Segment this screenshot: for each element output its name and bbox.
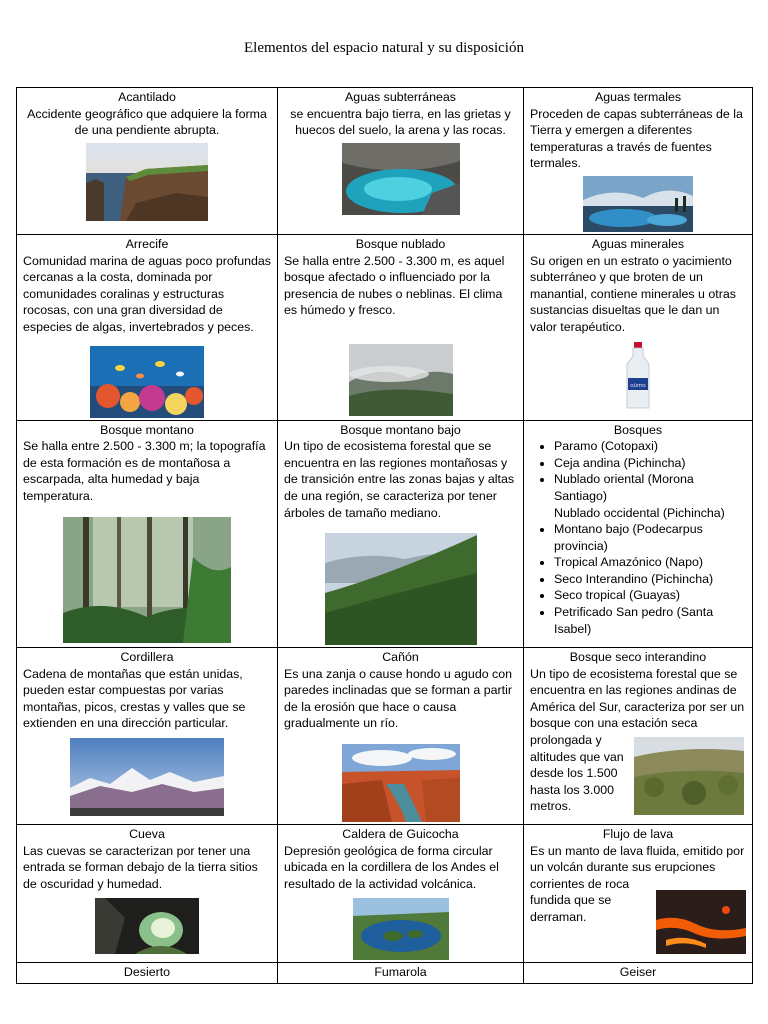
cell-heading: Bosques	[613, 422, 663, 437]
cell-description: Proceden de capas subterráneas de la Tierra y emergen a diferentes temperaturas a través de fuentes termales.	[530, 106, 743, 171]
mountain-range-photo	[70, 738, 224, 816]
lava-flow-photo	[656, 890, 746, 954]
cell-description: Es un manto de lava fluida, emitido por un volcán durante sus erupciones corrientes de roca	[530, 843, 745, 891]
list-item: • Paramo (Cotopaxi)	[554, 438, 746, 455]
cell-description: Es una zanja o cause hondo u agudo con paredes inclinadas que se forman a partir de la erosión que hace o causa gradualmente un río.	[284, 666, 513, 731]
montane-forest-photo	[63, 517, 231, 643]
cell-description: Un tipo de ecosistema forestal que se encuentra en las regiones montañosas y de transición entre las zonas bajas y altas de una región, se caracteriza por tener árboles de tamaño mediano.	[284, 439, 515, 520]
cell-bosque-seco	[524, 648, 753, 825]
cell-cueva	[17, 825, 278, 963]
cell-cordillera	[17, 648, 278, 825]
list-item: • Nublado oriental (Morona Santiago)	[554, 471, 746, 504]
cell-description: Se halla entre 2.500 - 3.300 m; la topografía de esta formación es de montañosa a escarpada, alta humedad y baja temperatura.	[23, 439, 266, 503]
cell-heading: Aguas subterráneas	[345, 90, 456, 104]
cell-bosques	[524, 420, 753, 648]
cell-canon	[278, 648, 524, 825]
cell-heading: Cordillera	[120, 650, 174, 665]
cave-photo	[95, 898, 199, 954]
cell-heading: Caldera de Guicocha	[342, 827, 459, 842]
cell-description: Comunidad marina de aguas poco profundas cercanas a la costa, dominada por comunidades coralinas y estructuras rocosas, con una gran diversidad de especies de algas, invertebrados y peces.	[23, 253, 271, 334]
cell-description: Cadena de montañas que están unidas, pueden estar compuestas por varias montañas, picos, crestas y valles que se extienden en una dirección particular.	[23, 666, 246, 731]
cell-caldera	[278, 825, 524, 963]
cell-heading: Desierto	[123, 965, 171, 980]
cliff-photo	[86, 143, 208, 221]
cell-heading: Aguas termales	[594, 90, 682, 104]
canyon-photo	[342, 744, 460, 822]
cell-heading: Flujo de lava	[602, 827, 674, 842]
list-item: • Seco Interandino (Pichincha)	[554, 571, 746, 588]
cell-description: Accidente geográfico que adquiere la forma de una pendiente abrupta.	[27, 106, 267, 138]
list-item: • Petrificado San pedro (Santa Isabel)	[554, 604, 746, 637]
cell-aguas-minerales	[524, 234, 753, 420]
cell-fumarola	[278, 963, 524, 984]
cell-description-continued: prolongada y altitudes que van desde los 1.500 hasta los 3.000 metros.	[530, 733, 624, 814]
cell-heading: Arrecife	[125, 236, 169, 251]
cell-description: Su origen en un estrato o yacimiento subterráneo y que broten de un manantial, contiene minerales u otras sustancias disueltas que le dan un valor terapéutico.	[530, 253, 736, 334]
cell-heading: Geiser	[619, 965, 657, 980]
cell-heading: Bosque montano bajo	[340, 422, 461, 437]
bottle-label: GÜITIG	[630, 382, 646, 388]
forest-list-continued	[530, 521, 746, 637]
cloud-forest-photo	[349, 344, 453, 416]
cell-arrecife	[17, 234, 278, 420]
cell-heading: Acantilado	[118, 90, 176, 104]
low-montane-forest-photo	[325, 533, 477, 645]
elements-table	[16, 87, 753, 984]
underground-water-photo	[342, 143, 460, 215]
caldera-lake-photo	[353, 898, 449, 960]
cell-heading: Cueva	[129, 827, 165, 842]
cell-heading: Cañón	[382, 650, 419, 665]
list-subline: Nublado occidental (Pichincha)	[554, 505, 725, 520]
cell-bosque-montano	[17, 420, 278, 648]
flujo-lava-continued	[530, 892, 746, 954]
cell-aguas-subterraneas	[278, 88, 524, 235]
cell-acantilado	[17, 88, 278, 235]
cell-heading: Bosque seco interandino	[569, 650, 707, 665]
page-title: Elementos del espacio natural y su disposición	[244, 40, 524, 56]
cell-description: Las cuevas se caracterizan por tener una entrada se forman debajo de la tierra sitios de oscuridad y humedad.	[23, 843, 258, 891]
list-item: • Tropical Amazónico (Napo)	[554, 554, 746, 571]
dry-forest-photo	[634, 737, 744, 815]
reef-photo	[90, 346, 204, 418]
cell-flujo-lava	[524, 825, 753, 963]
cell-description: Depresión geológica de forma circular ubicada en la cordillera de los Andes el resultado de la actividad volcánica.	[284, 843, 499, 891]
cell-bosque-nublado	[278, 234, 524, 420]
cell-desierto	[17, 963, 278, 984]
hot-springs-photo	[583, 176, 693, 232]
list-item: • Ceja andina (Pichincha)	[554, 455, 746, 472]
cell-heading: Bosque nublado	[355, 236, 446, 251]
cell-geiser	[524, 963, 753, 984]
list-item: • Seco tropical (Guayas)	[554, 587, 746, 604]
cell-heading: Fumarola	[374, 965, 427, 980]
cell-bosque-montano-bajo	[278, 420, 524, 648]
cell-description: Un tipo de ecosistema forestal que se encuentra en las regiones andinas de América del Sur, caracteriza por ser un bosque con una estación seca	[530, 666, 745, 731]
mineral-water-bottle-photo	[623, 342, 653, 410]
cell-heading: Aguas minerales	[591, 236, 685, 251]
cell-description: Se halla entre 2.500 - 3.300 m, es aquel bosque afectado o influenciado por la presencia de nubes o neblinas. El clima es húmedo y fresco.	[284, 253, 505, 318]
cell-aguas-termales	[524, 88, 753, 235]
cell-heading: Bosque montano	[100, 422, 194, 437]
forest-list	[530, 438, 746, 504]
bosque-seco-continued	[530, 732, 746, 815]
cell-description-continued: fundida que se derraman.	[530, 893, 612, 925]
cell-description: se encuentra bajo tierra, en las grietas y huecos del suelo, la arena y las rocas.	[290, 106, 511, 138]
list-item: • Montano bajo (Podecarpus provincia)	[554, 521, 746, 554]
